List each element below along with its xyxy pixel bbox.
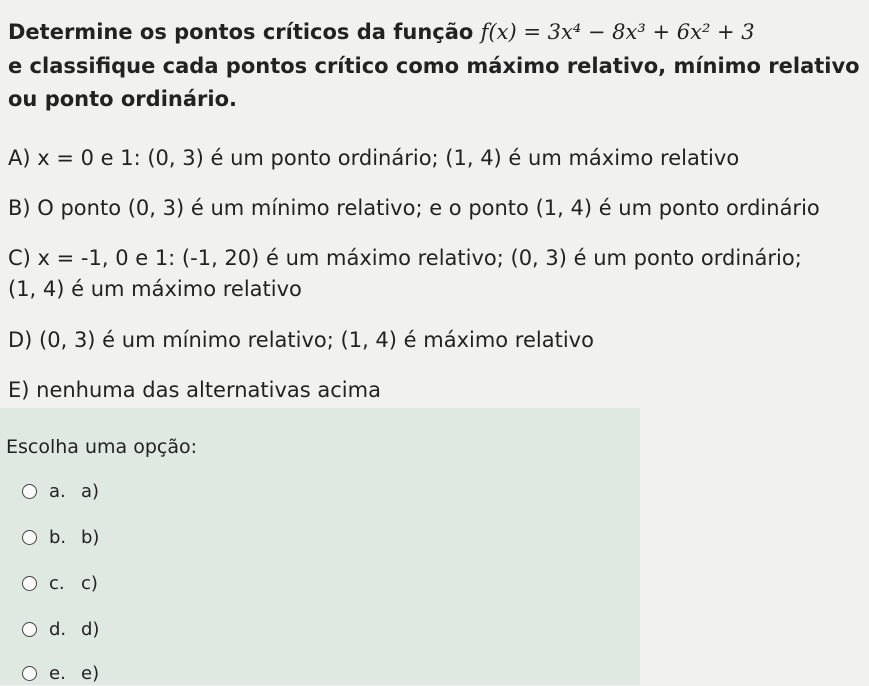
question-intro: Determine os pontos críticos da função bbox=[8, 20, 474, 44]
option-a-letter: a. bbox=[49, 480, 66, 502]
radio-option-b[interactable] bbox=[22, 530, 37, 545]
alternative-d: D) (0, 3) é um mínimo relativo; (1, 4) é máximo relativo bbox=[8, 328, 594, 352]
radio-option-e[interactable] bbox=[22, 666, 37, 681]
option-b-label: b) bbox=[81, 526, 100, 548]
option-b[interactable] bbox=[22, 524, 99, 550]
option-a-label: a) bbox=[81, 480, 100, 502]
option-d[interactable] bbox=[22, 616, 99, 642]
radio-option-c[interactable] bbox=[22, 576, 37, 591]
choose-prompt: Escolha uma opção: bbox=[6, 436, 198, 458]
option-e[interactable] bbox=[22, 660, 99, 686]
option-a[interactable] bbox=[22, 478, 99, 504]
question-line-3: ou ponto ordinário. bbox=[8, 87, 237, 111]
alternative-e: E) nenhuma das alternativas acima bbox=[8, 378, 381, 402]
option-d-label: d) bbox=[81, 618, 100, 640]
option-c-label: c) bbox=[81, 572, 98, 594]
option-c-letter: c. bbox=[49, 572, 65, 594]
option-b-letter: b. bbox=[49, 526, 67, 548]
radio-option-a[interactable] bbox=[22, 484, 37, 499]
option-e-label: e) bbox=[81, 662, 100, 684]
alternative-c: C) x = -1, 0 e 1: (-1, 20) é um máximo relativo; (0, 3) é um ponto ordinário; bbox=[8, 246, 802, 270]
alternative-b: B) O ponto (0, 3) é um mínimo relativo; e o ponto (1, 4) é um ponto ordinário bbox=[8, 196, 820, 220]
radio-option-d[interactable] bbox=[22, 622, 37, 637]
function-expression: f(x) = 3x⁴ − 8x³ + 6x² + 3 bbox=[480, 20, 755, 44]
alternative-a: A) x = 0 e 1: (0, 3) é um ponto ordinário; (1, 4) é um máximo relativo bbox=[8, 146, 740, 170]
question-line-2: e classifique cada pontos crítico como máximo relativo, mínimo relativo bbox=[8, 54, 860, 78]
alternative-c-continued: (1, 4) é um máximo relativo bbox=[8, 277, 302, 301]
option-e-letter: e. bbox=[49, 662, 66, 684]
option-d-letter: d. bbox=[49, 618, 67, 640]
option-c[interactable] bbox=[22, 570, 98, 596]
